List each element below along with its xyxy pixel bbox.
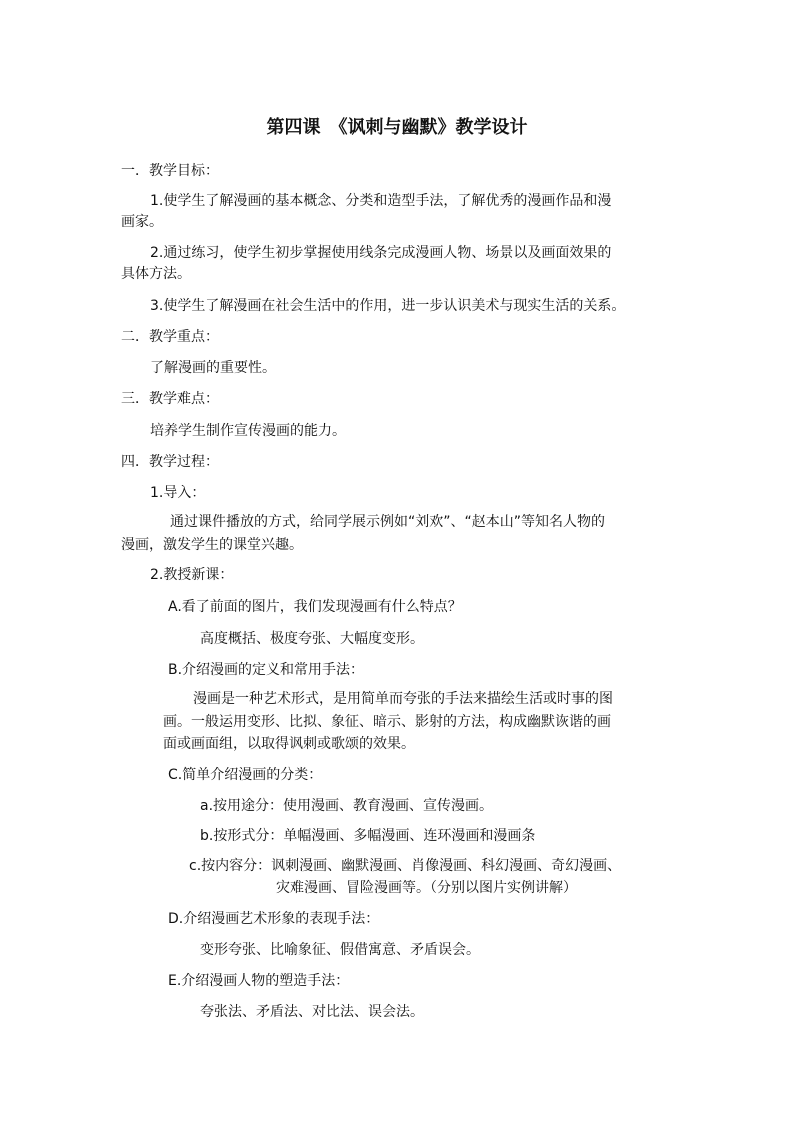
step-2-heading: 2.教授新课： xyxy=(150,567,234,583)
part-b-line-3: 面或画面组，以取得讽刺或歌颂的效果。 xyxy=(163,736,415,752)
key-point-text: 了解漫画的重要性。 xyxy=(150,360,276,376)
part-d-heading: D.介绍漫画艺术形象的表现手法： xyxy=(168,911,380,927)
section-heading-key-point: 二．教学重点： xyxy=(121,329,219,345)
part-a-answer: 高度概括、极度夸张、大幅度变形。 xyxy=(200,631,424,647)
document-title: 第四课 《讽刺与幽默》教学设计 xyxy=(266,117,528,138)
part-e-answer: 夸张法、矛盾法、对比法、误会法。 xyxy=(200,1004,424,1020)
part-c-item-a: a.按用途分：使用漫画、教育漫画、宣传漫画。 xyxy=(200,798,494,814)
step-1-line-1: 通过课件播放的方式，给同学展示例如“刘欢”、“赵本山”等知名人物的 xyxy=(170,514,606,530)
part-c-item-b: b.按形式分：单幅漫画、多幅漫画、连环漫画和漫画条 xyxy=(200,828,536,844)
part-e-heading: E.介绍漫画人物的塑造手法： xyxy=(168,973,350,989)
part-b-line-2: 画。一般运用变形、比拟、象征、暗示、影射的方法，构成幽默诙谐的画 xyxy=(163,714,611,730)
part-d-answer: 变形夸张、比喻象征、假借寓意、矛盾误会。 xyxy=(200,942,480,958)
goal-2-line-2: 具体方法。 xyxy=(121,266,191,282)
section-heading-difficulty: 三．教学难点： xyxy=(121,391,219,407)
goal-2-line-1: 2.通过练习，使学生初步掌握使用线条完成漫画人物、场景以及画面效果的 xyxy=(150,245,612,261)
part-c-heading: C.简单介绍漫画的分类： xyxy=(168,767,323,783)
step-1-line-2: 漫画，激发学生的课堂兴趣。 xyxy=(121,537,303,553)
difficulty-text: 培养学生制作宣传漫画的能力。 xyxy=(150,423,346,439)
part-b-heading: B.介绍漫画的定义和常用手法： xyxy=(168,662,365,678)
section-heading-goals: 一．教学目标： xyxy=(121,163,219,179)
part-b-line-1: 漫画是一种艺术形式，是用简单而夸张的手法来描绘生活或时事的图 xyxy=(193,691,613,707)
part-c-item-c-line-1: c.按内容分：讽刺漫画、幽默漫画、肖像漫画、科幻漫画、奇幻漫画、 xyxy=(189,858,622,874)
part-c-item-c-line-2: 灾难漫画、冒险漫画等。（分别以图片实例讲解） xyxy=(276,880,577,896)
step-1-heading: 1.导入： xyxy=(150,485,206,501)
goal-1-line-1: 1.使学生了解漫画的基本概念、分类和造型手法，了解优秀的漫画作品和漫 xyxy=(150,193,612,209)
part-a-heading: A.看了前面的图片，我们发现漫画有什么特点？ xyxy=(168,599,462,615)
goal-1-line-2: 画家。 xyxy=(121,214,163,230)
section-heading-process: 四．教学过程： xyxy=(121,454,219,470)
goal-3: 3.使学生了解漫画在社会生活中的作用，进一步认识美术与现实生活的关系。 xyxy=(150,298,626,314)
